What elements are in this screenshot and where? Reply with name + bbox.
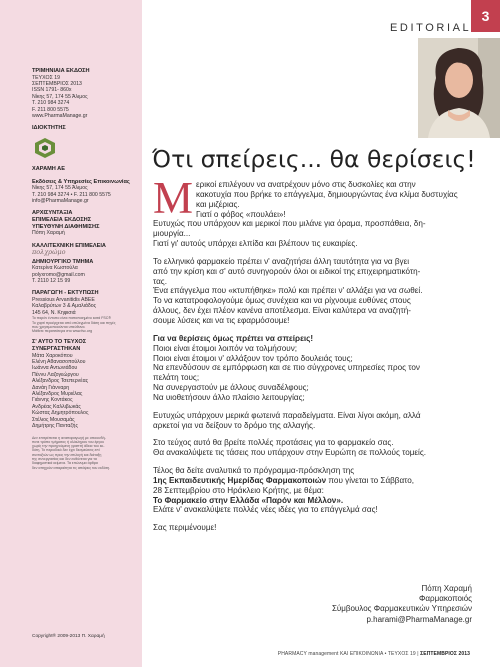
disclaimer-line: χωρίς την προηγούμενη γραπτή άδεια του εκ- bbox=[32, 444, 105, 449]
contributor-name: Αλέξανδρος Μυριέλας bbox=[32, 391, 83, 398]
text-line: από την κρίση και σ' αυτό συνηγορούν όλοι οι ειδικοί της επιχειρηματικότη- bbox=[153, 266, 421, 276]
imprint-line: ISSN 1791- 860x bbox=[32, 87, 72, 94]
footer-date: ΣΕΠΤΕΜΒΡΙΟΣ 2013 bbox=[420, 651, 470, 657]
subheading: Για να θερίσεις όμως πρέπει να σπείρεις! bbox=[153, 333, 314, 343]
text-line: και μιζέριας. bbox=[196, 199, 240, 209]
author-name: Πόπη Χαραμή bbox=[421, 584, 472, 593]
contributor-name: Στέλιος Μουσαμάς bbox=[32, 416, 75, 423]
fsc-note: που χρησιμοποιούνται υπεύθυνα. bbox=[32, 324, 86, 329]
article-body bbox=[153, 173, 475, 541]
creative-email[interactable]: polyxromo@gmail.com bbox=[32, 271, 85, 278]
copyright-notice: Copyright® 2009-2013 Π. Χαραμή bbox=[32, 634, 105, 639]
text-line: 28 Σεπτεμβρίου στο Ηράκλειο Κρήτης, με θέμα: bbox=[153, 485, 324, 495]
contributors-title: ΣΥΝΕΡΓΑΣΤΗΚΑΝ bbox=[32, 346, 81, 353]
text-line: Ένα επάγγελμα που «κτυπήθηκε» πολύ και πρέπει ν' αλλάξει για να σωθεί. bbox=[153, 286, 423, 296]
owner-name: ΧΑΡΑΜΗ ΑΕ bbox=[32, 166, 65, 173]
disclaimer-line: δότη. Το περιοδικό δεν έχει δεσμεύσεις επί bbox=[32, 448, 100, 453]
author-email[interactable]: p.harami@PharmaManage.gr bbox=[366, 614, 472, 624]
production-title: ΠΑΡΑΓΩΓΗ - ΕΚΤΥΠΩΣΗ bbox=[32, 290, 99, 297]
paragraph-identity bbox=[153, 257, 475, 326]
text-line: Να συνεργαστούν με άλλους συναδέλφους; bbox=[153, 383, 309, 393]
contributor-name: Γιάννης Κοντάκος bbox=[32, 397, 73, 404]
text-line: μιουργία... bbox=[153, 229, 191, 239]
page-footer bbox=[278, 651, 470, 657]
drop-cap: Μ bbox=[153, 173, 194, 223]
paragraph-examples bbox=[153, 411, 475, 431]
text-line: Γιατί ο φόβος «πουλάει»! bbox=[196, 209, 286, 219]
text-line: αρκετοί για να δείξουν το δρόμο της αλλαγής. bbox=[153, 420, 316, 430]
contributor-name: Ανδρέας Καλλιβωκάς bbox=[32, 403, 81, 410]
art-signature-logo: πoλχρώμο bbox=[32, 248, 66, 257]
publisher-line: Νίκης 57, 174 55 Άλιμος bbox=[32, 185, 88, 192]
publisher-title: Εκδόσεις & Υπηρεσίες Επικοινωνίας bbox=[32, 178, 130, 185]
paragraph-event bbox=[153, 466, 475, 515]
paragraph-questions bbox=[153, 334, 475, 403]
company-logo-icon bbox=[34, 137, 56, 159]
disclaimer-line: δεν απηχούν απαραίτητα τις απόψεις του εκδότη. bbox=[32, 465, 111, 470]
publisher-line: Τ. 210 984 3274 • F. 211 800 5575 bbox=[32, 191, 111, 198]
event-theme: Το Φαρμακείο στην Ελλάδα «Παρόν και Μέλλον». bbox=[153, 495, 344, 505]
text-line: Θα ανακαλύψετε τις τάσεις που υπάρχουν στην Ευρώπη σε πολλούς τομείς. bbox=[153, 448, 427, 458]
author-photo bbox=[418, 38, 500, 138]
masthead-sidebar bbox=[0, 0, 142, 667]
paragraph-intro bbox=[153, 173, 475, 249]
text-line: Το ελληνικό φαρμακείο πρέπει ν' αναζητήσει άλλη ταυτότητα για να βγει bbox=[153, 256, 410, 266]
text-line: Ποιοι είναι έτοιμοι λοιπόν να τολμήσουν; bbox=[153, 343, 298, 353]
disclaimer-line: ποτε τρόπο τμήματος ή ολόκληρου του έργου bbox=[32, 439, 104, 444]
imprint-line: F. 211 800 5575 bbox=[32, 106, 69, 113]
production-line: Καλαβρύτων 3 & Αμαλιάδος bbox=[32, 303, 97, 310]
text-line: σουμε λύσεις και να τις εφαρμόσουμε! bbox=[153, 315, 290, 325]
creative-title: ΔΗΜΙΟΥΡΓΙΚΟ ΤΜΗΜΑ bbox=[32, 258, 94, 265]
text-line: τας. bbox=[153, 276, 167, 286]
closing-line: Σας περιμένουμε! bbox=[153, 523, 217, 533]
creative-line: Κατερίνα Κωστούλα bbox=[32, 265, 78, 272]
page-number-badge: 3 bbox=[471, 0, 500, 32]
imprint-line: Νίκης 57, 174 55 Άλιμος bbox=[32, 93, 88, 100]
website-link[interactable]: www.PharmaManage.gr bbox=[32, 113, 88, 120]
contributors-title: Σ' ΑΥΤΟ ΤΟ ΤΕΥΧΟΣ bbox=[32, 339, 87, 346]
text-line: ερικοί επιλέγουν να ανατρέχουν μόνο στις δυσκολίες και στην bbox=[196, 180, 416, 189]
text-line: Να επενδύσουν σε εμπόρφωση και σε πιο σύγχρονες υπηρεσίες προς τον bbox=[153, 363, 420, 373]
imprint-line: Τ. 210 984 3274 bbox=[32, 100, 70, 107]
text-line: πελάτη τους; bbox=[153, 373, 200, 383]
author-role: Φαρμακοποιός bbox=[419, 594, 472, 604]
imprint-line: ΤΕΥΧΟΣ 19 bbox=[32, 74, 61, 81]
editor-name: Πόπη Χαραμή bbox=[32, 230, 65, 237]
contributor-name: Ιωάννα Αντωνιάδου bbox=[32, 365, 78, 372]
editor-title: ΕΠΙΜΕΛΕΙΑ ΕΚΔΟΣΗΣ bbox=[32, 217, 92, 224]
text-line: Ευτυχώς που υπάρχουν και μερικοί που μιλάνε για όραμα, προσπάθεια, δη- bbox=[153, 219, 426, 229]
text-line: Γιατί γι' αυτούς υπάρχει ελπίδα και βλέπουν τις ευκαιρίες. bbox=[153, 239, 358, 249]
fsc-note: Το παρόν έντυπο είναι πιστοποιημένο κατά FSC® bbox=[32, 316, 112, 321]
art-title: ΚΑΛΛΙΤΕΧΝΙΚΗ ΕΠΙΜΕΛΕΙΑ bbox=[32, 242, 106, 249]
imprint-title: ΤΡΙΜΗΝΙΑΙΑ ΕΚΔΟΣΗ bbox=[32, 68, 90, 74]
disclaimer-line: διαφημιστικά κείμενα. Τα επώνυμα άρθρα bbox=[32, 461, 98, 466]
text-line: Ευτυχώς υπάρχουν μερικά φωτεινά παραδείγματα. Είναι λίγοι ακόμη, αλλά bbox=[153, 410, 421, 420]
contributor-name: Δανάη Γιάνναρη bbox=[32, 384, 70, 391]
text-line: Τέλος θα δείτε αναλυτικά το πρόγραμμα-πρόσκληση της bbox=[153, 466, 355, 476]
article-title: Ότι σπείρεις... θα θερίσεις! bbox=[152, 145, 476, 173]
imprint-line: ΣΕΠΤΕΜΒΡΙΟΣ 2013 bbox=[32, 81, 82, 87]
text-line: Στο τεύχος αυτό θα βρείτε πολλές προτάσεις για το φαρμακείο σας. bbox=[153, 438, 394, 448]
owner-title: ΙΔΙΟΚΤΗΤΗΣ bbox=[32, 125, 66, 132]
contributor-name: Ελένη Αθανασοπούλου bbox=[32, 359, 86, 366]
disclaimer-line: συνταξιών ως προς την επιλογή και διάταξη bbox=[32, 452, 102, 457]
fsc-note: Το χαρτί προέρχεται από επιλεγμένα δάση και πηγές bbox=[32, 320, 116, 325]
author-signature bbox=[332, 584, 472, 625]
text-line: που γίνεται το Σάββατο, bbox=[326, 475, 415, 485]
contributor-name: Αλέξανδρος Τσεπερνέας bbox=[32, 378, 89, 385]
footer-text: PHARMACY management ΚΑΙ ΕΠΙΚΟΙΝΩΝΙΑ • ΤΕΥΧΟΣ 19 | bbox=[277, 651, 421, 657]
contributor-name: Κώστας Δημητρόπουλος bbox=[32, 410, 89, 417]
event-name: 1ης Εκπαιδευτικής Ημερίδας Φαρμακοποιών bbox=[153, 475, 327, 485]
production-line: Pressious Arvanitidis ABEE bbox=[32, 297, 95, 304]
production-line: 145 64, Ν. Κηφισιά bbox=[32, 309, 76, 316]
editor-title: ΥΠΕΥΘΥΝΗ ΔΙΑΦΗΜΙΣΗΣ bbox=[32, 223, 100, 230]
fsc-note: Μάθετε περισσότερα στο www.fsc.org bbox=[32, 329, 93, 334]
paragraph-closing bbox=[153, 523, 475, 533]
contributor-name: Μάτα Χαροκόπου bbox=[32, 352, 73, 359]
text-line: κακοτυχία που βρήκε το επάγγελμα, δημιουργώντας ένα κλίμα δυστυχίας bbox=[196, 189, 458, 199]
text-line: Το να κατατροφολογούμε όμως συνέχεια και να ρίχνουμε ευθύνες στους bbox=[153, 296, 411, 306]
disclaimer-line: Δεν επιτρέπεται η αναπαραγωγή με οποιονδή- bbox=[32, 435, 106, 440]
text-line: Ελάτε ν' ανακαλύψετε πολλές νέες ιδέες για το επάγγελμά σας! bbox=[153, 505, 378, 515]
contributor-name: Δημήτρης Πανταζής bbox=[32, 423, 78, 430]
editor-title: ΑΡΧΙΣΥΝΤΑΞΙΑ bbox=[32, 210, 73, 217]
paragraph-issue bbox=[153, 438, 475, 458]
author-role: Σύμβουλος Φαρμακευτικών Υπηρεσιών bbox=[331, 604, 472, 614]
contributor-name: Πέννυ Λαζογεώργου bbox=[32, 371, 79, 378]
text-line: Να υιοθετήσουν άλλο πλαίσιο λειτουργίας; bbox=[153, 392, 305, 402]
publisher-email[interactable]: info@PharmaManage.gr bbox=[32, 198, 89, 205]
text-line: άλλους, δεν έχει πλέον κανένα αποτέλεσμα. Είναι καλύτερα να αναζητή- bbox=[153, 306, 411, 316]
section-label: EDITORIAL bbox=[390, 22, 472, 34]
text-line: Ποιοι είναι έτοιμοι ν' αλλάξουν τον τρόπο δουλειάς τους; bbox=[153, 353, 353, 363]
disclaimer-line: της συνεργασίας και δεν ευθύνεται για τα bbox=[32, 456, 97, 461]
creative-line: Τ. 2110 12 15 99 bbox=[32, 278, 71, 285]
